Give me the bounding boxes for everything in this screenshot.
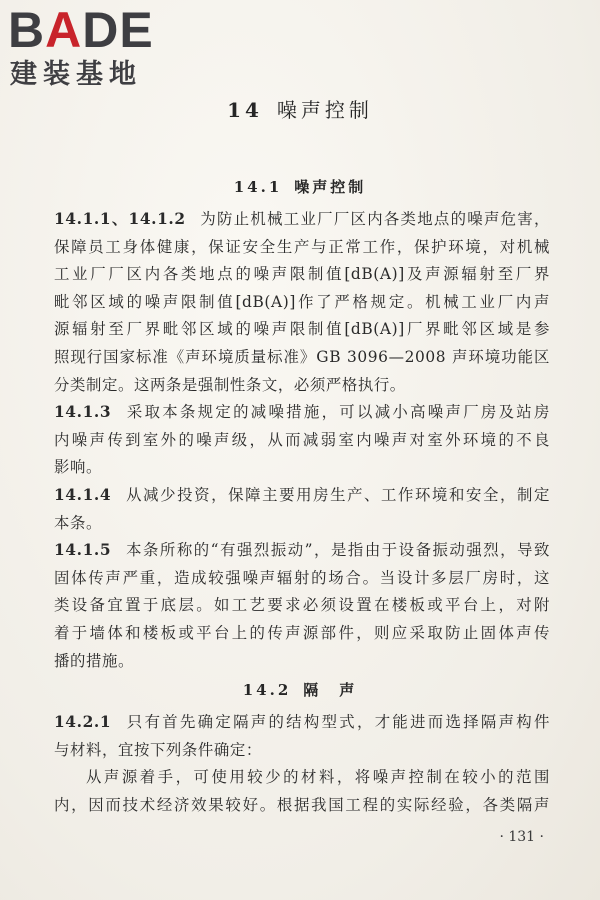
clause-number: 14.2.1 bbox=[54, 713, 112, 731]
section-title-14-1: 14.1 噪声控制 bbox=[233, 178, 367, 196]
section-title-14-2: 14.2 隔 声 bbox=[242, 681, 358, 699]
section-14-2-body bbox=[54, 709, 550, 819]
clause-line: 毗邻区域的噪声限制值[dB(A)]作了严格规定。机械工业厂内声 bbox=[54, 292, 550, 311]
page-number: · 131 · bbox=[499, 829, 544, 845]
clause-number: 14.1.4 bbox=[54, 485, 112, 504]
bade-logo bbox=[8, 4, 178, 94]
clause-line: 保障员工身体健康，保证安全生产与正常工作，保护环境，对机械 bbox=[54, 237, 550, 256]
clause-line: 14.1.5 本条所称的“有强烈振动”，是指由于设备振动强烈，导致 bbox=[54, 541, 550, 560]
paragraph-line: 内，因而技术经济效果较好。根据我国工程的实际经验，各类隔声 bbox=[54, 795, 550, 814]
clause-line: 内噪声传到室外的噪声级，从而减弱室内噪声对室外环境的不良 bbox=[54, 430, 550, 449]
clause-line: 照现行国家标准《声环境质量标准》GB 3096—2008 声环境功能区 bbox=[54, 347, 550, 366]
clause-line: 工业厂厂区内各类地点的噪声限制值[dB(A)]及声源辐射至厂界 bbox=[54, 265, 550, 284]
clause-line: 固体传声严重，造成较强噪声辐射的场合。当设计多层厂房时，这 bbox=[54, 568, 550, 587]
clause-line: 本条。 bbox=[54, 513, 102, 532]
chapter-title bbox=[0, 94, 600, 123]
paragraph-line: 从声源着手，可使用较少的材料，将噪声控制在较小的范围 bbox=[86, 768, 550, 787]
clause-line: 14.2.1 只有首先确定隔声的结构型式，才能进而选择隔声构件 bbox=[54, 713, 550, 731]
clause-line: 14.1.1、14.1.2 为防止机械工业厂厂区内各类地点的噪声危害， bbox=[54, 210, 550, 228]
clause-line: 与材料，宜按下列条件确定： bbox=[54, 740, 262, 759]
logo-subtitle: 建装基地 bbox=[10, 59, 142, 90]
clause-number: 14.1.5 bbox=[54, 541, 112, 560]
clause-number: 14.1.1、14.1.2 bbox=[54, 210, 186, 228]
chapter-heading: 噪声控制 bbox=[276, 98, 373, 122]
clause-line: 源辐射至厂界毗邻区域的噪声限制值[dB(A)]厂界毗邻区域是参 bbox=[54, 320, 550, 339]
clause-line: 播的措施。 bbox=[54, 651, 134, 670]
section-14-1-body bbox=[54, 206, 550, 675]
clause-line: 着于墙体和楼板或平台上的传声源部件，则应采取防止固体声传 bbox=[54, 623, 550, 642]
logo-wordmark: BADE bbox=[8, 2, 154, 58]
chapter-number: 14 bbox=[227, 98, 263, 122]
clause-number: 14.1.3 bbox=[54, 403, 112, 422]
clause-line: 14.1.3 采取本条规定的减噪措施，可以减小高噪声厂房及站房 bbox=[54, 403, 550, 422]
clause-line: 影响。 bbox=[54, 458, 102, 477]
clause-line: 分类制定。这两条是强制性条文，必须严格执行。 bbox=[54, 375, 406, 394]
clause-line: 14.1.4 从减少投资，保障主要用房生产、工作环境和安全，制定 bbox=[54, 485, 550, 504]
clause-line: 类设备宜置于底层。如工艺要求必须设置在楼板或平台上，对附 bbox=[54, 596, 550, 615]
